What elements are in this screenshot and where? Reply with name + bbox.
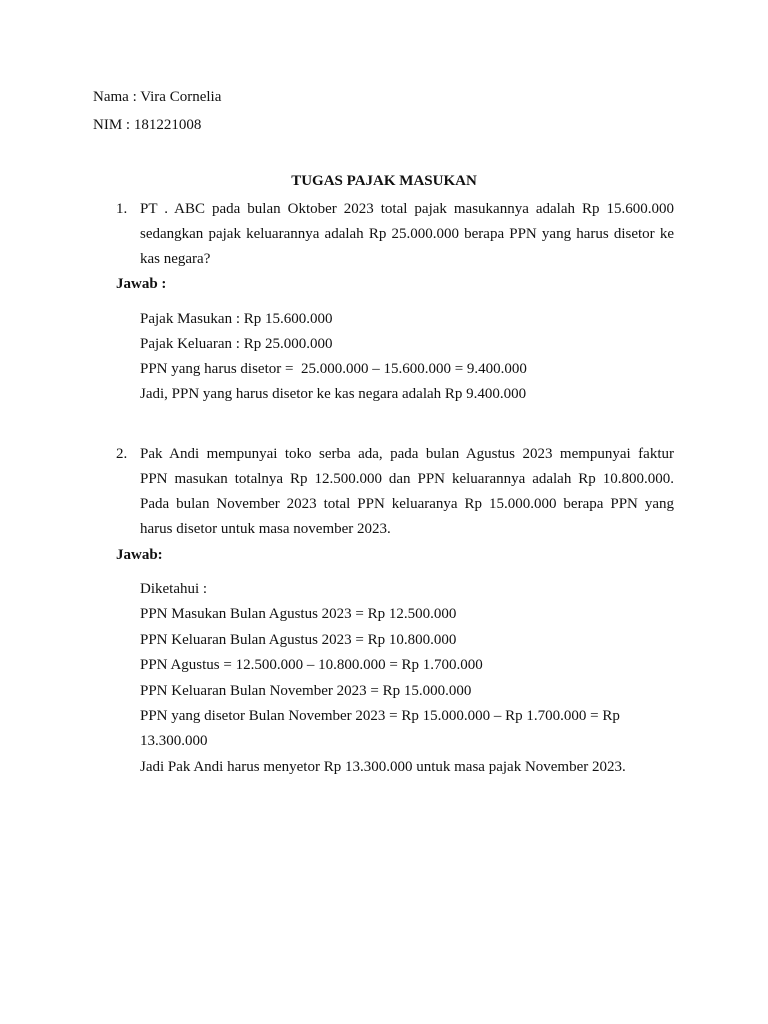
answer-2-line-2: PPN Masukan Bulan Agustus 2023 = Rp 12.500.000 bbox=[140, 606, 457, 622]
answer-1-line-3: PPN yang harus disetor = 25.000.000 – 15.600.000 = 9.400.000 bbox=[140, 361, 527, 377]
question-2-line-3: Pada bulan November 2023 total PPN keluaranya Rp 15.000.000 berapa PPN yang bbox=[140, 496, 674, 512]
question-1-line-1: PT . ABC pada bulan Oktober 2023 total pajak masukannya adalah Rp 15.600.000 bbox=[140, 201, 674, 217]
question-2-number: 2. bbox=[116, 446, 128, 462]
answer-1-label: Jawab : bbox=[116, 276, 167, 292]
answer-2-line-6: PPN yang disetor Bulan November 2023 = Rp 15.000.000 – Rp 1.700.000 = Rp bbox=[140, 708, 620, 724]
document-title: TUGAS PAJAK MASUKAN bbox=[291, 173, 477, 189]
question-1-line-3: kas negara? bbox=[140, 251, 211, 267]
student-nim: NIM : 181221008 bbox=[93, 117, 202, 133]
answer-2-line-8: Jadi Pak Andi harus menyetor Rp 13.300.000 untuk masa pajak November 2023. bbox=[140, 759, 626, 775]
question-1-line-2: sedangkan pajak keluarannya adalah Rp 25.000.000 berapa PPN yang harus disetor ke bbox=[140, 226, 674, 242]
answer-2-line-5: PPN Keluaran Bulan November 2023 = Rp 15.000.000 bbox=[140, 683, 472, 699]
answer-1-line-1: Pajak Masukan : Rp 15.600.000 bbox=[140, 311, 333, 327]
answer-1-line-2: Pajak Keluaran : Rp 25.000.000 bbox=[140, 336, 333, 352]
answer-2-line-7: 13.300.000 bbox=[140, 733, 208, 749]
answer-2-line-3: PPN Keluaran Bulan Agustus 2023 = Rp 10.800.000 bbox=[140, 632, 457, 648]
answer-2-line-4: PPN Agustus = 12.500.000 – 10.800.000 = Rp 1.700.000 bbox=[140, 657, 483, 673]
question-2-line-2: PPN masukan totalnya Rp 12.500.000 dan PPN keluarannya adalah Rp 10.800.000. bbox=[140, 471, 674, 487]
question-2-line-4: harus disetor untuk masa november 2023. bbox=[140, 521, 391, 537]
student-name: Nama : Vira Cornelia bbox=[93, 89, 222, 105]
answer-2-label: Jawab: bbox=[116, 547, 163, 563]
question-1-number: 1. bbox=[116, 201, 128, 217]
answer-1-line-4: Jadi, PPN yang harus disetor ke kas negara adalah Rp 9.400.000 bbox=[140, 386, 527, 402]
answer-2-line-1: Diketahui : bbox=[140, 581, 208, 597]
question-2-line-1: Pak Andi mempunyai toko serba ada, pada bulan Agustus 2023 mempunyai faktur bbox=[140, 446, 674, 462]
